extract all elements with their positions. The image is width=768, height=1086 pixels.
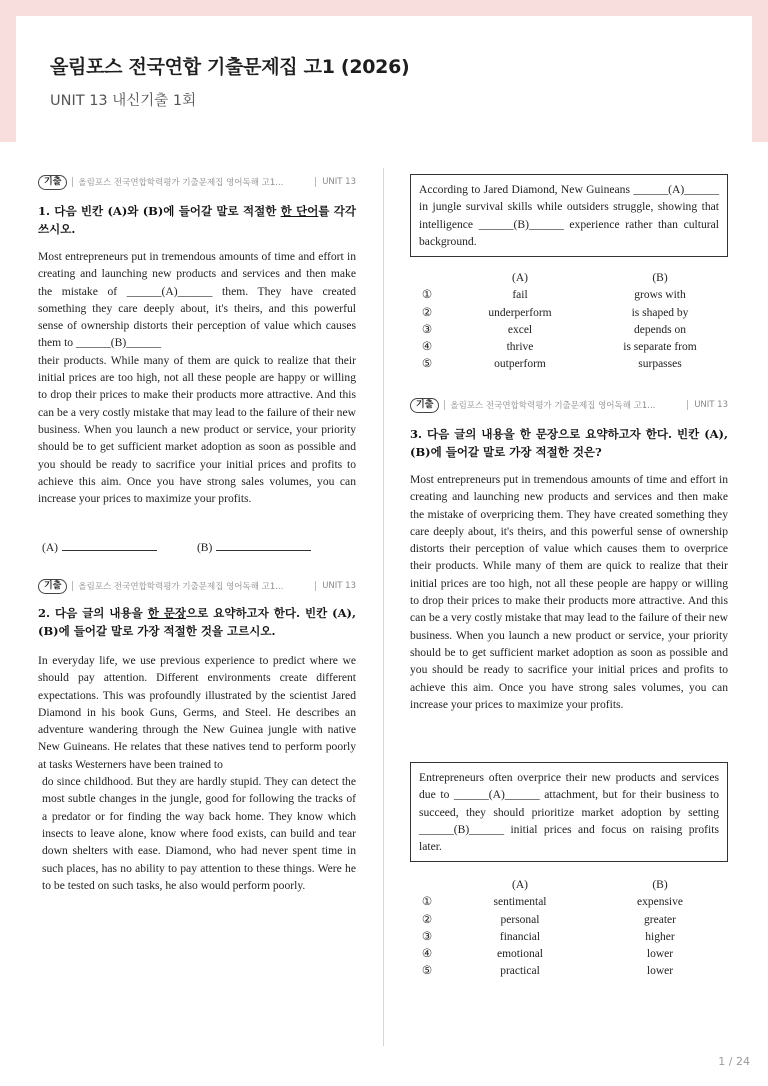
passage-part: do since childhood. But they are hardly stupid. They can detect the most subtle changes in the jungle, good for following the tracks of a predator or for finding the way back home. They know which insects to leave alone, know where food exists, can build and tear down shelters with ease. Diamond, who had never spent time in such places, has no ability to pay attention to these things. Were he to be tested on such tasks, he also would perform poorly. [42,775,356,892]
choice-a: excel [507,323,533,336]
meta-source: 올림포스 전국연합학력평가 기출문제집 영어독해 고1... [78,582,284,592]
question-passage-2 [38,652,356,894]
tag-badge: 기출 [38,579,67,594]
answer-label-b: (B) [196,542,213,554]
meta-separator [444,400,445,410]
question-title-text: 를 각각 쓰시오. [38,204,356,236]
choice-number: ② [421,913,433,926]
choice-head-a: (A) [512,879,528,891]
choice-b: surpasses [638,358,682,371]
summary-box-3: Entrepreneurs often overprice their new products and services due to ______(A)______ attachment, but for their business to succeed, they should prioritize market adoption by setting ______(B)______ initial prices and focus on raising profits later. [410,762,728,862]
passage-part: Most entrepreneurs put in tremendous amounts of time and effort in creating and launching new products and services and then make the mistake of ______(A)______ them. They have created something they care deeply about, it's theirs, and this powerful sense of ownership distorts their perception of value which causes them to ______(B)______ [38,250,356,350]
meta-unit: UNIT 13 [687,400,728,410]
passage-part: In everyday life, we use previous experience to predict where we should pay attention. Different environments create different expectations. This was profoundly illustrated by the scientist Jared Diamond in his book Guns, Germs, and Steel. He describes an adventure wandering through the New Guinea jungle with native New Guineans. He relates that these natives tend to perform poorly at tasks Westerners have been trained to [38,654,356,771]
answer-a[interactable] [42,540,157,554]
answer-blank-a [62,540,157,551]
question-meta-3 [410,397,728,413]
choice-option[interactable] [414,356,720,373]
choice-b: greater [644,913,676,926]
choice-a: practical [500,965,540,978]
column-divider [383,168,384,1046]
question-passage-3: Most entrepreneurs put in tremendous amounts of time and effort in creating and launching new products and services and then make the mistake of overpricing them. They have created something they care deeply about, it's theirs, and this powerful sense of ownership distorts their perception of value which causes them to overprice their products. While many of them are quick to realize that their initial prices are too high, not all these people are happy or willing to drop their prices to make their products more attractive. And this can be a very costly mistake that may lead to the failure of their new business. When you launch a new product or service, your priority should be to get sufficient market adoption as soon as possible and you should be ready to sacrifice your initial prices and profits to achieve this aim. Once you have strong sales volumes, you can increase your prices to maximize your profits. [410,473,728,711]
choice-number: ② [421,306,433,319]
meta-unit: UNIT 13 [315,177,356,187]
choice-a: underperform [488,306,552,319]
tag-badge: 기출 [38,175,67,190]
choice-option[interactable] [414,929,720,946]
question-title-1 [38,202,356,238]
choice-number: ⑤ [421,358,433,371]
meta-separator [72,177,73,187]
choice-number: ③ [421,930,433,943]
choice-a: fail [512,289,528,302]
choice-b: higher [645,930,675,943]
answer-label-a: (A) [42,542,58,554]
choice-b: is separate from [623,341,697,354]
summary-box-2: According to Jared Diamond, New Guineans ______(A)______ in jungle survival skills while outsiders struggle, showing that intelligence ______(B)______ experience rather than cultural background. [410,174,728,257]
choices-2 [414,270,720,374]
answer-lines [42,540,311,554]
answer-blank-b [216,540,311,551]
choice-number: ③ [421,323,433,336]
question-meta-2 [38,578,356,594]
choice-a: personal [500,913,540,926]
choice-header [414,270,720,287]
choice-number: ④ [421,341,433,354]
choice-number: ① [421,896,433,909]
choice-b: lower [646,965,674,978]
question-title-emphasis: 한 단어 [280,204,319,218]
choice-option[interactable] [414,946,720,963]
question-title-2 [38,604,356,640]
question-title-3: 3. 다음 글의 내용을 한 문장으로 요약하고자 한다. 빈칸 (A), (B)에 들어갈 말로 가장 적절한 것은? [410,427,728,459]
document-title: 올림포스 전국연합 기출문제집 고1 (2026) [50,56,410,78]
question-title-text: 2. 다음 글의 내용을 [38,606,148,620]
question-meta-1 [38,174,356,190]
choice-number: ④ [421,948,433,961]
choice-number: ① [421,289,433,302]
choice-header [414,877,720,894]
choice-option[interactable] [414,305,720,322]
question-title-text: 으로 요약하고자 한다. 빈칸 (A), (B)에 들어갈 말로 가장 적절한 것을 고르시오. [38,606,356,638]
question-title-emphasis: 한 문장 [147,606,187,620]
choice-number: ⑤ [421,965,433,978]
choice-b: expensive [637,896,683,909]
meta-separator [72,581,73,591]
question-title-text: 1. 다음 빈칸 (A)와 (B)에 들어갈 말로 적절한 [38,204,281,218]
choice-b: lower [646,948,674,961]
choice-option[interactable] [414,963,720,980]
choice-head-a: (A) [512,272,528,284]
choice-head-b: (B) [652,879,668,891]
choices-3 [414,877,720,981]
choice-a: outperform [494,358,546,371]
meta-unit: UNIT 13 [315,581,356,591]
choice-b: grows with [634,289,686,302]
choice-option[interactable] [414,339,720,356]
meta-source: 올림포스 전국연합학력평가 기출문제집 영어독해 고1... [450,401,656,411]
question-passage-1 [38,248,356,507]
choice-head-b: (B) [652,272,668,284]
choice-a: emotional [497,948,543,961]
answer-b[interactable] [197,540,311,554]
meta-source: 올림포스 전국연합학력평가 기출문제집 영어독해 고1... [78,178,284,188]
passage-part: their products. While many of them are quick to realize that their initial prices are too high, not all these people are happy or willing to drop their prices to make their products more attractive. And this can be a very costly mistake that may lead to the failure of their new business. When you launch a new product or service, your priority should be to get sufficient market adoption as soon as possible and you should be ready to sacrifice your initial prices and profits to achieve this aim. Once you have strong sales volumes, you can increase your prices to maximize your profits. [38,353,356,506]
choice-option[interactable] [414,894,720,911]
header-card [16,16,752,142]
choice-option[interactable] [414,322,720,339]
page-number: 1 / 24 [718,1055,750,1068]
tag-badge: 기출 [410,398,439,413]
choice-option[interactable] [414,287,720,304]
choice-b: depends on [633,323,687,336]
choice-b: is shaped by [631,306,689,319]
choice-a: financial [499,930,541,943]
choice-a: thrive [506,341,534,354]
document-subtitle: UNIT 13 내신기출 1회 [50,93,197,109]
choice-a: sentimental [493,896,547,909]
choice-option[interactable] [414,912,720,929]
